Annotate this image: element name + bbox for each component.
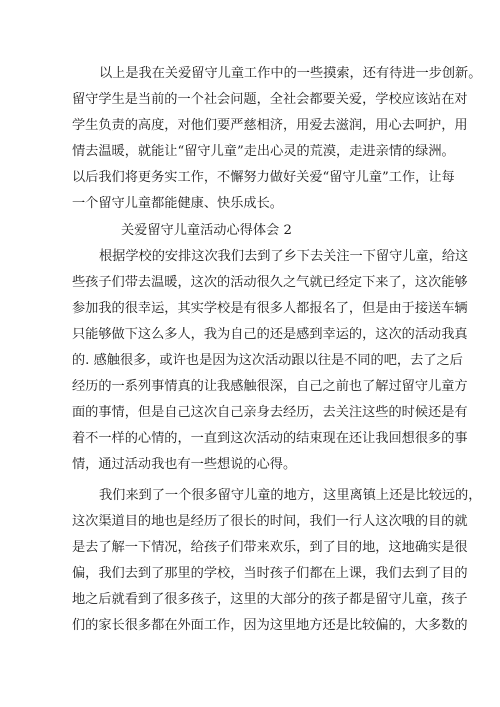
paragraph-1-line: 一个留守儿童都能健康、快乐成长。 bbox=[72, 196, 283, 211]
paragraph-3-line: 们的家长很多都在外面工作，因为这里地方还是比较偏的，大多数的 bbox=[72, 618, 468, 633]
paragraph-2-line: 面的事情，但是自己这次自己亲身去经历，去关注这些的时候还是有 bbox=[72, 405, 468, 420]
paragraph-3-line: 偏，我们去到了那里的学校，当时孩子们都在上课，我们去到了目的 bbox=[72, 566, 468, 581]
section-title: 关爱留守儿童活动心得体会 2 bbox=[121, 223, 292, 238]
paragraph-3-line: 是去了解一下情况，给孩子们带来欢乐，到了目的地，这地确实是很 bbox=[72, 540, 468, 555]
paragraph-1-line: 以上是我在关爱留守儿童工作中的一些摸索，还有待进一步创新。 bbox=[99, 66, 482, 81]
paragraph-2-line: 着不一样的心情的，一直到这次活动的结束现在还让我回想很多的事 bbox=[72, 431, 468, 446]
paragraph-2-line: 经历的一系列事情真的让我感触很深，自己之前也了解过留守儿童方 bbox=[72, 379, 468, 394]
paragraph-3-line: 这次渠道目的地也是经历了很长的时间，我们一行人这次哦的目的就 bbox=[72, 514, 468, 529]
paragraph-1-line: 情去温暖，就能让“留守儿童”走出心灵的荒漠，走进亲情的绿洲。 bbox=[72, 144, 455, 159]
paragraph-2-line: 参加我的很幸运，其实学校是有很多人都报名了，但是由于接送车辆 bbox=[72, 301, 468, 316]
paragraph-3-line: 我们来到了一个很多留守儿童的地方，这里离镇上还是比较远的， bbox=[99, 488, 482, 503]
paragraph-2-line: 些孩子们带去温暖，这次的活动很久之气就已经定下来了，这次能够 bbox=[72, 275, 468, 290]
paragraph-2-line: 只能够做下这么多人，我为自己的还是感到幸运的，这次的活动我真 bbox=[72, 327, 468, 342]
paragraph-2-line: 情，通过活动我也有一些想说的心得。 bbox=[72, 457, 297, 472]
paragraph-1-line: 以后我们将更务实工作，不懈努力做好关爱“留守儿童”工作，让每 bbox=[72, 170, 455, 185]
paragraph-1-line: 留守学生是当前的一个社会问题，全社会都要关爱，学校应该站在对 bbox=[72, 92, 468, 107]
paragraph-3-line: 地之后就看到了很多孩子，这里的大部分的孩子都是留守儿童，孩子 bbox=[72, 592, 468, 607]
paragraph-2-line: 的. 感触很多，或许也是因为这次活动跟以往是不同的吧，去了之后 bbox=[72, 353, 463, 368]
paragraph-2-line: 根据学校的安排这次我们去到了乡下去关注一下留守儿童，给这 bbox=[99, 249, 469, 264]
paragraph-1-line: 学生负责的高度，对他们要严慈相济，用爱去滋润，用心去呵护，用 bbox=[72, 118, 468, 133]
